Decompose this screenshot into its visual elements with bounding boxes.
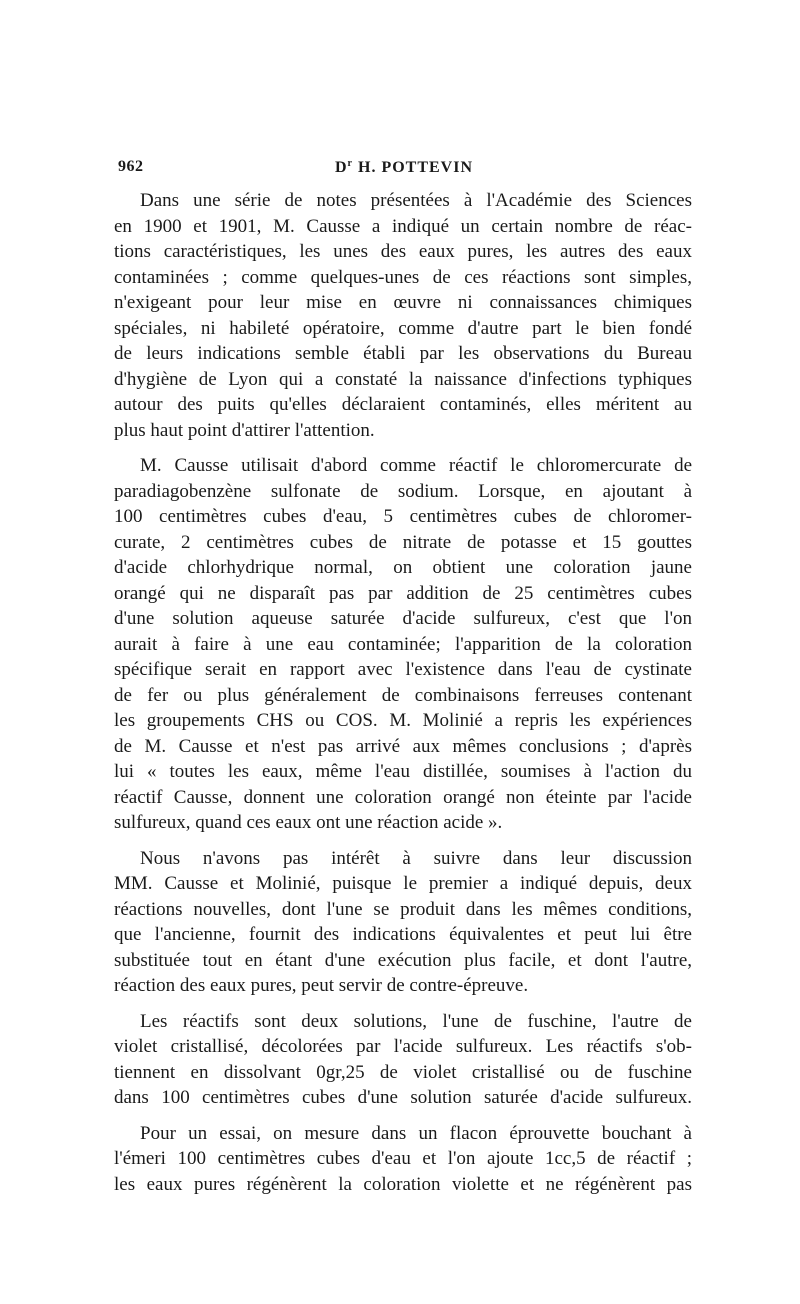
running-head bbox=[118, 158, 690, 177]
paragraph bbox=[114, 1121, 692, 1198]
text-line: orangé qui ne disparaît pas par addition de 25 centimètres cubes bbox=[114, 582, 692, 604]
text-line: réactif Causse, donnent une coloration orangé non éteinte par l'acide bbox=[114, 786, 692, 808]
text-line: aurait à faire à une eau contaminée; l'apparition de la coloration bbox=[114, 633, 692, 655]
author-prefix-superscript: r bbox=[347, 158, 353, 169]
text-line: Dans une série de notes présentées à l'Académie des Sciences bbox=[140, 190, 692, 211]
text-line: MM. Causse et Molinié, puisque le premier a indiqué depuis, deux bbox=[114, 873, 692, 894]
body-text bbox=[114, 188, 692, 1207]
text-line: sulfureux, quand ces eaux ont une réaction acide ». bbox=[114, 812, 503, 833]
text-line: n'exigeant pour leur mise en œuvre ni connaissances chimiques bbox=[114, 292, 692, 313]
text-line: d'acide chlorhydrique normal, on obtient une coloration jaune bbox=[114, 557, 692, 578]
author-prefix: D bbox=[334, 159, 348, 176]
text-line: réaction des eaux pures, peut servir de contre-épreuve. bbox=[114, 975, 529, 996]
text-line: curate, 2 centimètres cubes de nitrate de potasse et 15 gouttes bbox=[114, 531, 692, 553]
text-line: réactions nouvelles, dont l'une se produit dans les mêmes conditions, bbox=[114, 898, 692, 920]
text-line: Pour un essai, on mesure dans un flacon éprouvette bouchant à bbox=[140, 1122, 692, 1144]
text-line: substituée tout en étant d'une exécution plus facile, et dont l'autre, bbox=[114, 949, 692, 971]
text-line: les groupements CHS ou COS. M. Molinié a repris les expériences bbox=[114, 710, 692, 731]
text-line: que l'ancienne, fournit des indications équivalentes et peut lui être bbox=[114, 924, 692, 945]
text-line: 100 centimètres cubes d'eau, 5 centimètres cubes de chloromer- bbox=[114, 506, 692, 527]
text-line: les eaux pures régénèrent la coloration violette et ne régénèrent pas bbox=[114, 1173, 692, 1195]
text-line: Nous n'avons pas intérêt à suivre dans leur discussion bbox=[140, 847, 692, 869]
author-name: H. POTTEVIN bbox=[353, 159, 474, 176]
text-line: de M. Causse et n'est pas arrivé aux mêmes conclusions ; d'après bbox=[114, 735, 692, 757]
text-line: de leurs indications semble établi par les observations du Bureau bbox=[114, 343, 692, 364]
paragraph bbox=[114, 188, 692, 443]
page-header bbox=[118, 158, 690, 184]
text-line: dans 100 centimètres cubes d'une solution saturée d'acide sulfureux. bbox=[114, 1087, 692, 1108]
text-line: d'hygiène de Lyon qui a constaté la naissance d'infections typhiques bbox=[114, 368, 692, 390]
text-line: tiennent en dissolvant 0gr,25 de violet cristallisé ou de fuschine bbox=[114, 1061, 692, 1083]
text-line: Les réactifs sont deux solutions, l'une de fuschine, l'autre de bbox=[140, 1010, 692, 1032]
text-line: d'une solution aqueuse saturée d'acide sulfureux, c'est que l'on bbox=[114, 608, 692, 629]
text-line: M. Causse utilisait d'abord comme réactif le chloromercurate de bbox=[140, 455, 692, 476]
text-line: de fer ou plus généralement de combinaisons ferreuses contenant bbox=[114, 684, 692, 706]
text-line: spéciales, ni habileté opératoire, comme d'autre part le bien fondé bbox=[114, 317, 692, 339]
text-line: lui « toutes les eaux, même l'eau distillée, soumises à l'action du bbox=[114, 761, 692, 782]
text-line: tions caractéristiques, les unes des eaux pures, les autres des eaux bbox=[114, 241, 692, 262]
text-line: contaminées ; comme quelques-unes de ces réactions sont simples, bbox=[114, 266, 692, 288]
text-line: autour des puits qu'elles déclaraient contaminés, elles méritent au bbox=[114, 394, 692, 415]
text-line: l'émeri 100 centimètres cubes d'eau et l'on ajoute 1cc,5 de réactif ; bbox=[114, 1148, 692, 1169]
text-line: en 1900 et 1901, M. Causse a indiqué un certain nombre de réac- bbox=[114, 215, 692, 237]
paragraph bbox=[114, 846, 692, 999]
page-number: 962 bbox=[118, 158, 144, 175]
paragraph bbox=[114, 453, 692, 836]
text-line: plus haut point d'attirer l'attention. bbox=[114, 419, 375, 441]
paragraph bbox=[114, 1009, 692, 1111]
text-line: paradiagobenzène sulfonate de sodium. Lorsque, en ajoutant à bbox=[114, 480, 692, 502]
text-line: spécifique serait en rapport avec l'existence dans l'eau de cystinate bbox=[114, 659, 692, 680]
text-line: violet cristallisé, décolorées par l'acide sulfureux. Les réactifs s'ob- bbox=[114, 1036, 692, 1057]
